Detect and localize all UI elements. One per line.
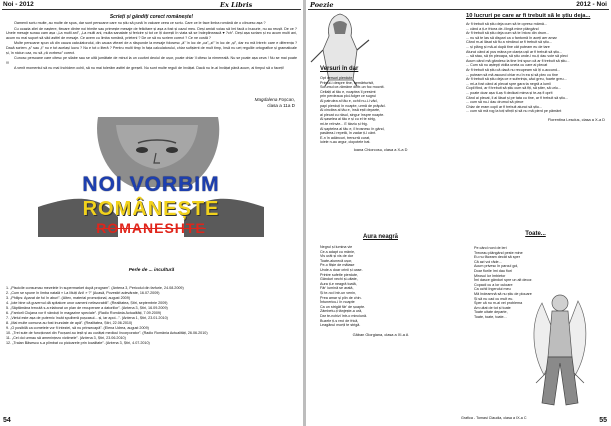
right-page-number: 55 [599, 417, 607, 424]
poem-line: Ca ochii îngerului meu [474, 287, 511, 292]
poem-line: Ca un strigăt făr' de șoapte. [320, 304, 366, 309]
perle-caption: Perle de ... incultură [128, 268, 175, 273]
poem-line: Pe-o filșie de mătase [320, 263, 355, 268]
poem-line: Ar fi trebuit să știu deja cum să te întorc din drum... [466, 31, 550, 36]
poem-line: ... cum să mă rog la toți sfinții și să nu mă pierd pe pământ [466, 109, 562, 114]
signature-class: clasa a 11a D [267, 103, 295, 108]
poem-line: Doar florile îmi dau fiori [474, 268, 512, 273]
poster-line-yellow: ROMÂNEȘTE [82, 198, 220, 220]
list-item: 2. „Cum se spune în limba natală « La Mulți Ani! » ?” (Acasă, Povestiri adevărate, 16.07.2009) [6, 290, 160, 295]
poem-line: Leagănul morții te strigă. [320, 323, 361, 328]
poem-line: Ce-s adapt cu mânie, [320, 249, 356, 254]
poem-10-lucruri [466, 13, 605, 122]
right-header-section: Poezie [310, 1, 334, 9]
poem-line: Negrul și lumina vie [320, 245, 353, 249]
poem-versuri-in-dar [320, 66, 441, 152]
poem-line: Ar fi trebuit să știu deja ce e suferința, câci greu, foarte greu... [466, 77, 567, 82]
poem-line: Primul-i despre tine, nemărturisit, [320, 80, 375, 85]
poem-line: ioiele n-au argur, clopotele bat. [320, 140, 371, 145]
poem-line: Toate-alunecă ușor, [320, 258, 353, 263]
poem-line: Mirosul lor îmbietor [474, 273, 506, 278]
poem-line: Buzele ți-s reci de frică, [320, 318, 359, 323]
poem-line: Toate, toate, toate... [474, 314, 507, 319]
poem-line: Treceau plângând peste mine [474, 250, 523, 255]
list-item: 11. „Cei doi urmau să amenințezo victimele”. (Antena 3, Știri, 23.06.2010) [6, 335, 126, 340]
sleeping-angel-illustration [528, 283, 592, 413]
poster-line-red: ROMANESHTE [96, 220, 206, 236]
article-title: Scrieți și gândiți corect românește! [109, 14, 194, 20]
left-page-number: 54 [3, 417, 11, 424]
poem-line: Copil fiind, ar fi trebuit să știu cum să fiți, să știer, să urlu... [466, 86, 561, 91]
poem-line: Gânduri vechi și-uitate, [320, 277, 358, 282]
poem-line: Al patrulea al tău e, ochii nu-i-i văd, [320, 98, 378, 103]
article-signature [255, 97, 295, 109]
list-item: 6. „Fantorli Clujana vor fi vânduți în magazine speciale”. (Radio România Actualități, 7.09.2009) [6, 310, 162, 315]
list-item: 8. „Mai multe comuna au fost inundate de apă”. (Realitatea, Știri, 22.06.2010) [6, 320, 133, 325]
poem-line: Zâmbetu-ți tânjește-a ură, [320, 309, 363, 314]
poem-line: ... cum să nu-i dau drumul să plece [466, 100, 524, 105]
poem-line: Unde-s doar crinii și oase. [320, 267, 363, 272]
poem-title: Toate... [525, 231, 546, 237]
poem-line: mi-te reînvie... E târziu și frig. [320, 121, 368, 126]
poem-title: Aura neagră [362, 234, 398, 240]
signature-name: Magdalena Foșcan, [254, 97, 295, 102]
poem-line: pasărea-l repetă, în zadar ți-l cânt. [320, 131, 377, 136]
poem-line: Al cincilea al tău e, însă ești departe, [320, 108, 381, 113]
poem-title: 10 lucruri pe care ar fi trebuit să le știu deja... [466, 13, 591, 19]
poem-line: Și să nu cad cu mult eu. [474, 296, 514, 301]
poem-line: Al șaptelea al tău e, îl trosnesc în gând, [320, 126, 385, 131]
perle-list [6, 286, 297, 346]
poem-line: Printre sufetle pierdute, [320, 272, 359, 277]
left-page [0, 0, 303, 426]
article-paragraph: A venit momentul să nu mai închidem ochii, să nu mai tolerăm astfel de greșeli. Nu sunt multe reguli de învățat. Dacă nu le-ai învățat până acum, ai timpul să o faceți! [14, 66, 284, 71]
poem-line: Întunericu-i în noapte [320, 300, 355, 305]
left-header-rule [2, 9, 301, 10]
list-item: 9. „O posibilă ca cometele vor fi inteziei, să nu prinsecapă”. (Elena Udrea, august 2009) [6, 325, 149, 330]
poem-line: Vis urât și vis de dor [320, 254, 354, 259]
left-header-label: Noi - 2012 [3, 1, 34, 8]
poem-line: Opt versuri pierdute [320, 76, 353, 80]
right-page [306, 0, 611, 426]
poster-line-blue: NOI VORBIM [82, 173, 220, 196]
poem-line: Scrumul ce-rămâne dintr-un foc mocnit. [320, 85, 385, 90]
poem-body [466, 22, 605, 114]
poem-line: ... nu să te las să dispari ca o fantomă în aceți aer amar [466, 35, 557, 40]
poem-line: ... să stau, să țin pleoapa, să știu unde-i nu-ți dau voie să pleci [466, 54, 568, 59]
poem-line: Eu nu făceam decât să sper [474, 255, 520, 260]
poem-line: Acum privesc în parcul gol, [474, 264, 519, 269]
poem-line: ... Cum să nu aștepți vidiia uneia cu care ai plecat [466, 63, 548, 68]
poem-line: ... mi-a fost când ai plecat spre gara ta negră a lumii [466, 81, 551, 86]
poem-line: Chiar de eram copil ar fi trebuit atunci să știu... [466, 104, 543, 109]
poem-line: Și te-noi într-un venin, [320, 290, 357, 295]
poem-line: Când ai plecat, li ai lăsat și pe tata cu tine, ar fi trebuit să știu... [466, 95, 569, 100]
poem-line: Atunci când ai pus mâna pe clanța ușii ar fi trebuit să știu... [466, 49, 563, 54]
article-body [6, 21, 297, 72]
poem-line: Ar fi trebuit să știu că dacă nu recupeam să îți o-accund... [466, 67, 561, 72]
poem-line: Aura ți-e neagră toată, [320, 281, 357, 286]
list-item: 1. „Piscicile consumau mezelele în supermarket după program”. (Antena 3, Pericolul din farfurie, 24.08.2009) [6, 286, 184, 290]
poem-body [320, 245, 441, 328]
poem-line: prin perdeaua ploi-fulger ce sugrui [320, 94, 376, 99]
poem-body [320, 76, 441, 145]
right-header-label: 2012 - Noi [576, 1, 607, 8]
poem-line: ... când a ți-e fricea de-i lingă mine plângând [466, 26, 539, 31]
article-paragraph: Cunosc persoane care citesc pe silabe sau se uită jumătate de minut la un cuvânt deoiul de ușor, poate chiar îl citesc la nimereală. Nu se poate așa ceva ! Nu se mai poate !!! [6, 56, 297, 65]
poem-author: Florentina Lesclus, clasa a X-a D [547, 116, 605, 122]
poem-line: ai plecat cu râsul, singur înspre noapte. [320, 112, 385, 117]
poem-line: Toate uitate departe, [474, 310, 508, 315]
poem-author: Găban Giorgiana, clasa a XI-a A [352, 331, 409, 337]
poem-title: Versuri în dar [320, 66, 359, 72]
list-item: 7. „Vietul este așa de puternic încât spulberă pușcasul... și, iar apoi...”. (Antena 1, Știri, 23.01.2010) [6, 315, 168, 320]
poem-line: Când m-ai lăsat să fiu a nimănui ar fi trebuit să știu... [466, 40, 552, 45]
poem-line: Sper că nu m-ai vei problema [474, 301, 523, 306]
poem-line: ... și plâng și mă-ai după tine cât puteam eu de tare [466, 44, 550, 49]
list-item: 10. „Trei sute de funcționari din Focșani au ieșit și au curățat medicul încorporator”. (Radio România Actualități, 26.06.2010) [6, 330, 208, 335]
poem-line: Prea amar și plin de chin. [320, 295, 362, 300]
poem-line: Dar te-nchizi într-o minciună. [320, 313, 368, 318]
poster-image [38, 117, 264, 237]
poem-aura-neagra [320, 234, 441, 337]
poem-line: E-n în adâncuri, trenurră curat, [320, 135, 371, 140]
list-item: 5. „Săptămâna trecută s-a elaborat un plan de recuperare a datoriilor”. (Antena 3, Știri, 16.09.2009) [6, 305, 168, 310]
poem-line: Mă îndeamnă să nu știu de plouare [474, 291, 532, 296]
poem-line: ... poate doar așa ti-aș fi dedicat mima și te-aș fi oprit [466, 90, 553, 95]
poem-line: papi pierduți în noapte, urmă de prăpăd. [320, 103, 386, 108]
poem-line: Ar fi trebuit să știu deja cum să te opresc mâmâ... [466, 22, 547, 26]
poem-line: Făr' lumină se arată, [320, 286, 354, 291]
poem-line: ... puteam să mă ascund chiar eu în ea și să plec cu tine [466, 72, 559, 77]
left-header-magazine: Ex Libris [220, 1, 253, 9]
poem-line: Am uitat de tot și toate [474, 305, 511, 310]
poem-line: Că azi voi răde... [474, 259, 502, 264]
illustration-credit: Grafica - Tomasi Claudia, clasa a IX-a C [461, 416, 527, 420]
poem-line: Ceilalți al tău e, noaptea îl presimt [320, 89, 376, 94]
poem-line: Îmi dasce gânduri spre un alt decor. [474, 278, 533, 283]
poem-line: Acum când mă gândesc la tine îmi spun că ar fi trebuit să știu... [466, 58, 570, 63]
article-paragraph: Oamenii scriu multe, au multe de spus, dar sunt persoane care nu știu să pună în valoare ceea ce scriu. Care ce le face limba română de o ciinuesc așa ? [14, 21, 266, 25]
article-paragraph: Multe persoane spun că din cauza calculatorului, din cauza vitezei de a răspunde la mesaje folosesc „â” în loc de „ca”,„zi” în loc de „și”, dar eu mă întreb: care e diferența ? Dacă scriem „ș” sau „t” nu e tot același lucru ? Nu e tot o literă ? Pentru multi timp în fața calculatorului, chiar sufișient de mult timp, însă nu ueț regulile ortografice și gramaticale și, în niciun caz, nu să „ră vorbesc” corect. [6, 41, 297, 55]
poem-line: Al șaselea al tău e și cu el te strig, [320, 117, 376, 122]
list-item: 3. „Philips: Aparat de foi în aburi”. (Altex, material promoțional, august 2009) [6, 295, 131, 300]
poem-author: Ioana Chiorcosu, clasa a X-a D [353, 146, 408, 152]
poem-line: Copacii cu a lor culoare [474, 282, 513, 287]
list-item: 12. „Traian Băsescu s-a plimbat cu picioarele prin localitate”. (Antena 3, Știri, 4.07.2010) [6, 340, 150, 345]
poem-line: Pe când noni de leri [474, 246, 507, 250]
article-paragraph: Cu ocazia zilei de naștere, fiecare dintre noi trimite sau primește mesaje de felicitare și așa a fost și cazul meu. Deși amicii voiau să îmi facă o bucurie, nu au reușit. De ce ? Unele mesaje sunau cam așa :„La multi ani”, „La multi ani, multa sanatate și fericire și tot ce îți dorești în viata să se îndeplinească ♥ ?ch”. Deși așa scriam și eu acum multi ani, acum nu mai suport să văd astfel de mesaje. Ce avem cu limba română, prieteni ? De ce să nu scriem corect ? Ce ne costă ? [6, 26, 297, 40]
list-item: 4. „Iote bine că guvernul dă spitatore unor oameni nefavorabili”. (Realitatea, Știri, septembrie 2009) [6, 300, 168, 305]
